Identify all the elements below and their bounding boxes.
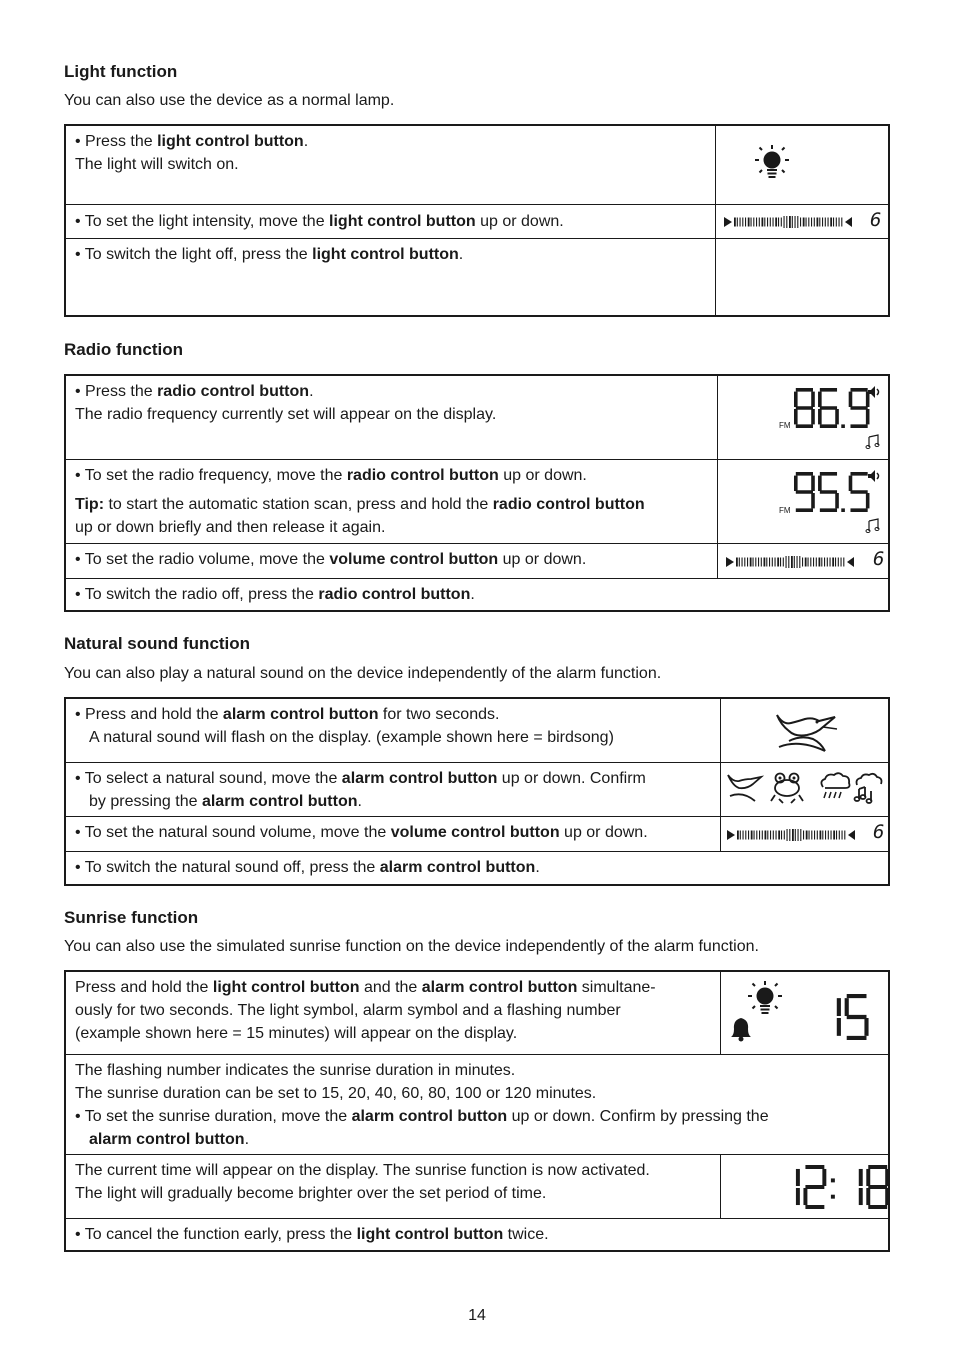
speaker-icon bbox=[866, 469, 880, 483]
table-row bbox=[66, 238, 888, 316]
row-text: • To cancel the function early, press the light control button twice. bbox=[75, 1226, 549, 1243]
row-text: • To set the light intensity, move the light control button up or down. bbox=[75, 213, 564, 230]
alarm-bell-icon bbox=[729, 1016, 753, 1042]
page-number: 14 bbox=[468, 1307, 486, 1324]
intensity-level-value: 6 bbox=[870, 209, 882, 231]
music-note-icon bbox=[865, 518, 881, 534]
volume-level-bar bbox=[727, 828, 857, 842]
natural-sound-table bbox=[64, 697, 890, 886]
table-row bbox=[66, 762, 888, 817]
radio-function-heading: Radio function bbox=[64, 340, 183, 359]
clock-display bbox=[775, 1163, 875, 1211]
row-text: • Press the light control button. The light will switch on. bbox=[75, 133, 309, 173]
display-cell bbox=[720, 972, 888, 1054]
radio-function-table bbox=[64, 374, 890, 612]
ocean-wave-icon bbox=[853, 771, 885, 805]
light-function-table bbox=[64, 124, 890, 317]
table-row bbox=[66, 972, 888, 1054]
natural-sound-heading: Natural sound function bbox=[64, 634, 251, 653]
table-row bbox=[66, 204, 888, 239]
table-row bbox=[66, 543, 888, 579]
row-text: • To set the radio frequency, move the radio control button up or down. Tip: to start the automatic station scan, press and hold the radio control button up or down briefly and then release it again. bbox=[75, 467, 645, 536]
table-row bbox=[66, 578, 888, 611]
light-function-intro: You can also use the device as a normal lamp. bbox=[64, 92, 395, 109]
frog-icon bbox=[769, 771, 805, 805]
display-cell bbox=[717, 460, 888, 544]
light-function-heading: Light function bbox=[64, 62, 178, 81]
display-cell bbox=[720, 763, 888, 817]
frequency-display bbox=[792, 386, 872, 430]
volume-level-bar bbox=[726, 555, 856, 569]
row-text: • To switch the natural sound off, press the alarm control button. bbox=[75, 859, 540, 876]
row-text: The current time will appear on the display. The sunrise function is now activated. The light will gradually become brighter over the set period of time. bbox=[75, 1162, 650, 1202]
music-note-icon bbox=[865, 434, 881, 450]
table-row bbox=[66, 816, 888, 852]
sunrise-function-table bbox=[64, 970, 890, 1252]
volume-level-value: 6 bbox=[873, 821, 885, 843]
table-row bbox=[66, 699, 888, 762]
intensity-level-bar bbox=[724, 215, 854, 229]
display-cell bbox=[720, 1155, 888, 1219]
row-text: • To switch the radio off, press the radio control button. bbox=[75, 586, 475, 603]
table-row bbox=[66, 851, 888, 885]
sunrise-function-heading: Sunrise function bbox=[64, 908, 199, 927]
table-row bbox=[66, 1054, 888, 1155]
row-text: • Press and hold the alarm control button for two seconds. A natural sound will flash on the display. (example shown here = birdsong) bbox=[75, 706, 614, 746]
light-bulb-icon bbox=[752, 144, 792, 184]
display-cell bbox=[717, 376, 888, 459]
bird-icon bbox=[769, 707, 841, 755]
display-cell bbox=[715, 126, 888, 204]
table-row bbox=[66, 459, 888, 544]
row-text: • To select a natural sound, move the alarm control button up or down. Confirm by pressing the alarm control button. bbox=[75, 770, 646, 810]
display-cell bbox=[715, 239, 888, 316]
fm-band-label: FM bbox=[779, 506, 791, 515]
bird-icon bbox=[725, 771, 765, 805]
table-row bbox=[66, 1154, 888, 1219]
display-cell bbox=[715, 205, 888, 239]
table-row bbox=[66, 376, 888, 459]
sunrise-function-intro: You can also use the simulated sunrise function on the device independently of the alarm function. bbox=[64, 938, 759, 955]
display-cell bbox=[720, 817, 888, 852]
fm-band-label: FM bbox=[779, 421, 791, 430]
natural-sound-intro: You can also play a natural sound on the device independently of the alarm function. bbox=[64, 665, 662, 682]
frequency-display bbox=[792, 470, 872, 514]
table-row bbox=[66, 1218, 888, 1251]
light-bulb-icon bbox=[745, 980, 785, 1020]
display-cell bbox=[720, 699, 888, 762]
volume-level-value: 6 bbox=[873, 548, 885, 570]
row-text: Press and hold the light control button and the alarm control button simultane- ously for two seconds. The light symbol, alarm symbol and a flashing number (example shown here = 15 minutes) will appear on the display. bbox=[75, 979, 656, 1042]
row-text: • To set the natural sound volume, move the volume control button up or down. bbox=[75, 824, 648, 841]
row-text: • Press the radio control button. The radio frequency currently set will appear on the display. bbox=[75, 383, 497, 423]
row-text: The flashing number indicates the sunrise duration in minutes. The sunrise duration can be set to 15, 20, 40, 60, 80, 100 or 120 minutes. • To set the sunrise duration, move the alarm control button up or down. Confirm by pressing the alarm control button. bbox=[75, 1062, 769, 1148]
row-text: • To switch the light off, press the light control button. bbox=[75, 246, 464, 263]
sunrise-duration-display bbox=[815, 992, 859, 1042]
rain-icon bbox=[817, 771, 853, 805]
speaker-icon bbox=[866, 385, 880, 399]
row-text: • To set the radio volume, move the volume control button up or down. bbox=[75, 551, 587, 568]
table-row bbox=[66, 126, 888, 204]
display-cell bbox=[717, 544, 888, 579]
